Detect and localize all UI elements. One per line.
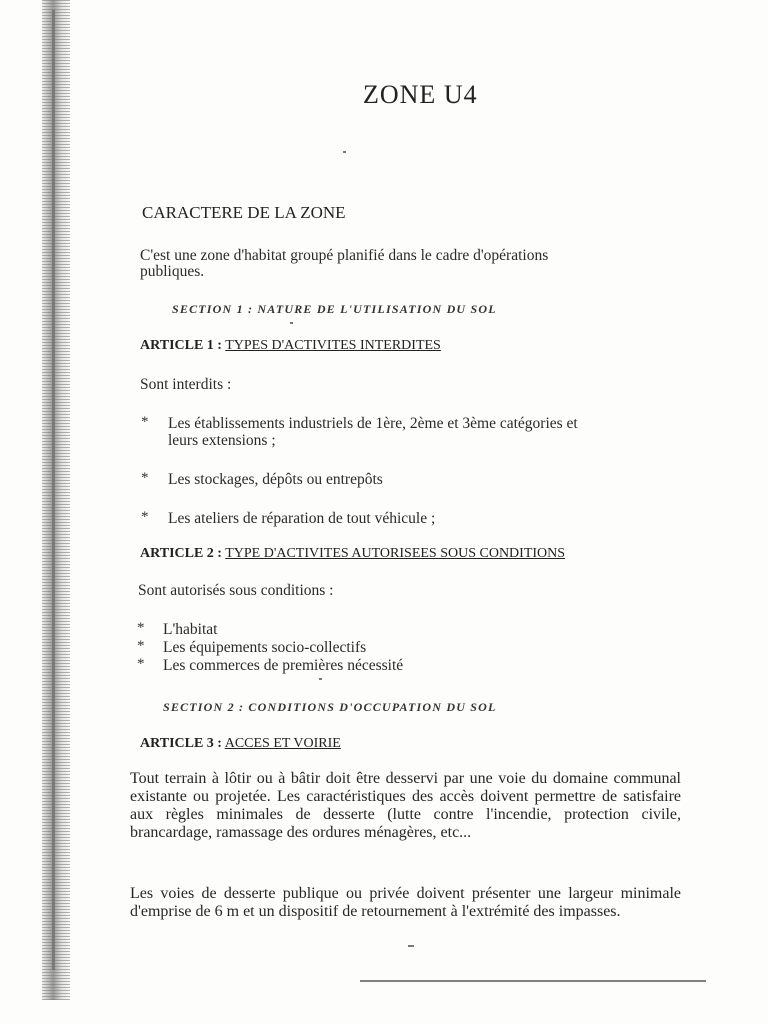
bullet-marker: * [137,638,145,654]
bullet-marker: * [141,414,149,430]
bullet-marker: * [137,620,145,636]
intro-line-1: C'est une zone d'habitat groupé planifié dans le cadre d'opérations [140,247,549,264]
article-2-item-1: L'habitat [163,621,218,638]
article-1-item-2: Les stockages, dépôts ou entrepôts [168,471,383,488]
article-3-title: ACCES ET VOIRIE [224,736,341,751]
section-2-heading: SECTION 2 : CONDITIONS D'OCCUPATION DU SOL [163,700,497,714]
binding-edge-line [52,10,55,970]
zone-title: ZONE U4 [363,80,478,109]
scan-speck [319,678,322,680]
article-2-label: ARTICLE 2 : [140,546,222,561]
article-3-paragraph-2: Les voies de desserte publique ou privée doivent présenter une largeur minimale d'emprise de 6 m et un dispositif de retournement à l'extrémité des impasses. [130,885,681,920]
article-2-intro: Sont autorisés sous conditions : [138,582,334,599]
scan-speck [343,151,346,153]
article-3-label: ARTICLE 3 : [140,736,222,751]
bullet-marker: * [137,656,145,672]
article-2-heading [140,546,565,562]
footer-rule [360,980,706,982]
article-1-label: ARTICLE 1 : [140,338,222,353]
scan-speck [290,322,293,324]
scan-speck [408,945,414,947]
article-2-item-3: Les commerces de premières nécessité [163,657,404,674]
article-3-paragraph-1: Tout terrain à lôtir ou à bâtir doit être desservi par une voie du domaine communal existante ou projetée. Les caractéristiques des accès doivent permettre de satisfaire aux règles minimales de desserte (lutte contre l'incendie, protection civile, brancardage, ramassage des ordures ménagères, etc... [130,770,681,841]
bullet-marker: * [141,470,149,486]
article-1-item-1-line-2: leurs extensions ; [168,432,276,449]
intro-line-2: publiques. [140,263,205,280]
binding-shadow [42,0,70,1000]
bullet-marker: * [141,509,149,525]
article-2-item-2: Les équipements socio-collectifs [163,639,367,656]
article-1-title: TYPES D'ACTIVITES INTERDITES [225,338,441,353]
section-1-heading: SECTION 1 : NATURE DE L'UTILISATION DU SOL [172,302,497,316]
article-1-item-3: Les ateliers de réparation de tout véhicule ; [168,510,436,527]
article-3-heading [140,736,341,752]
article-1-item-1-line-1: Les établissements industriels de 1ère, 2ème et 3ème catégories et [168,415,578,432]
zone-character-heading: CARACTERE DE LA ZONE [142,203,346,222]
article-2-title: TYPE D'ACTIVITES AUTORISEES SOUS CONDITIONS [225,546,566,561]
article-1-intro: Sont interdits : [140,376,232,393]
article-1-heading [140,338,441,354]
